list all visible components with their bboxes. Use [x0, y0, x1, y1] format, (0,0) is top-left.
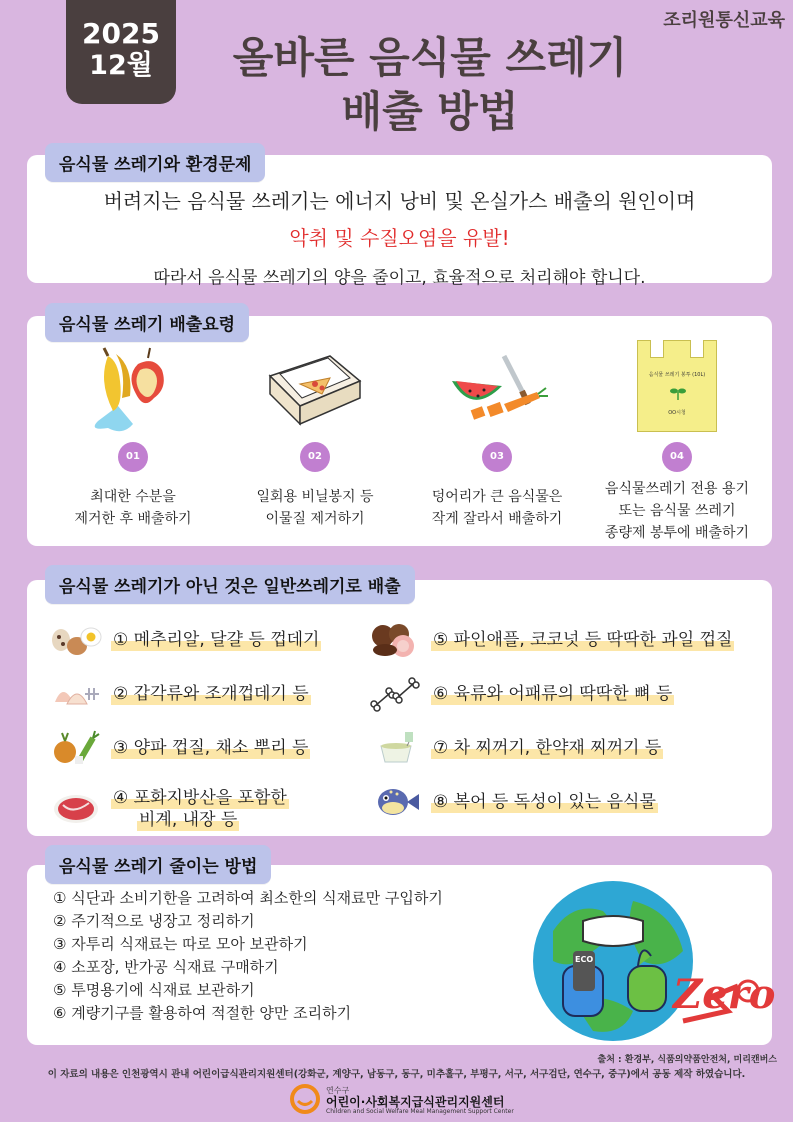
step-caption-line: 덩어리가 큰 음식물은: [431, 489, 563, 505]
step-caption-line: 제거한 후 배출하기: [74, 511, 192, 527]
date-badge: [66, 0, 176, 104]
list-item: [367, 730, 663, 766]
step-2: [225, 336, 405, 530]
step-caption: [407, 486, 587, 530]
source-text: 출처 : 환경부, 식품의약품안전처, 미리캔버스: [597, 1055, 777, 1065]
food-waste-bag-icon: [587, 336, 767, 436]
brand-label: 조리원통신교육: [663, 10, 785, 31]
item-text: ⑥ 육류와 어패류의 딱딱한 뼈 등: [433, 684, 673, 704]
list-item: [367, 622, 734, 658]
list-item: ⑤ 투명용기에 식재료 보관하기: [53, 981, 255, 999]
org-district: 연수구: [326, 1085, 350, 1095]
org-logo-icon: [290, 1084, 320, 1118]
list-item: [367, 784, 658, 820]
page-title-line2: 배출 방법: [341, 87, 519, 136]
list-item: [47, 676, 311, 712]
disposal-steps-panel: [27, 316, 772, 546]
item-text: 비계, 내장 등: [139, 810, 238, 830]
pufferfish-icon: [367, 784, 425, 820]
step-caption-line: 일회용 비닐봉지 등: [256, 489, 374, 505]
list-item: ③ 자투리 식재료는 따로 모아 보관하기: [53, 935, 308, 953]
sprout-icon: [668, 385, 688, 399]
earth-zero-illustration: [523, 871, 776, 1043]
step-caption-line: 종량제 봉투에 배출하기: [604, 525, 750, 541]
step-caption-line: 작게 잘라서 배출하기: [431, 511, 563, 527]
bag-label: 음식물 쓰레기 봉투 (10L): [648, 372, 706, 378]
bag-city: OO시청: [668, 410, 686, 416]
list-item: ① 식단과 소비기한을 고려하여 최소한의 식재료만 구입하기: [53, 889, 443, 907]
year: 2025: [82, 17, 160, 50]
item-text: ⑦ 차 찌꺼기, 한약재 찌꺼기 등: [433, 738, 662, 758]
watermelon-carrot-icon: [407, 336, 587, 436]
list-item: [367, 676, 674, 712]
eco-label: ECO: [575, 955, 594, 964]
bone-icon: [367, 676, 425, 712]
egg-icon: [47, 622, 105, 658]
coconut-icon: [367, 622, 425, 658]
item-text: ④ 포화지방산을 포함한: [113, 788, 287, 808]
item-text-block: [111, 787, 289, 831]
step-caption: [225, 486, 405, 530]
section-title-general-waste: 음식물 쓰레기가 아닌 것은 일반쓰레기로 배출: [45, 565, 415, 604]
list-item: [47, 622, 321, 658]
step-number: 01: [118, 442, 148, 472]
reduce-waste-panel: [27, 865, 776, 1045]
step-3: [407, 336, 587, 530]
step-caption-line: 최대한 수분을: [90, 489, 176, 505]
step-number: 02: [300, 442, 330, 472]
month: 12월: [89, 50, 153, 82]
step-1: [43, 336, 223, 530]
zero-logo: Zero: [673, 971, 776, 1018]
step-caption: [587, 478, 767, 544]
env-line2: 악취 및 수질오염을 유발!: [289, 226, 510, 250]
step-4: [587, 336, 767, 544]
credit-note: 이 자료의 내용은 인천광역시 관내 어린이급식관리지원센터(강화군, 계양구, 남동구, 동구, 미추홀구, 부평구, 서구, 서구검단, 연수구, 중구)에서 공동 제작 하였습니다.: [47, 1069, 746, 1080]
list-item: [47, 730, 310, 766]
list-item: [47, 784, 289, 834]
step-caption-line: 또는 음식물 쓰레기: [618, 503, 736, 519]
list-item: ④ 소포장, 반가공 식재료 구매하기: [53, 958, 279, 976]
org-name-en: Children and Social Welfare Meal Management Support Center: [326, 1107, 514, 1115]
banana-apple-icon: [43, 336, 223, 436]
section-title-reduce: 음식물 쓰레기 줄이는 방법: [45, 845, 271, 884]
shell-icon: [47, 676, 105, 712]
tea-icon: [367, 730, 425, 766]
general-waste-panel: [27, 580, 772, 836]
step-caption: [43, 486, 223, 530]
meat-icon: [47, 791, 105, 827]
item-text: ⑤ 파인애플, 코코넛 등 딱딱한 과일 껍질: [433, 630, 733, 650]
tips-list: [53, 887, 443, 1025]
list-item: ② 주기적으로 냉장고 정리하기: [53, 912, 255, 930]
item-text: ⑧ 복어 등 독성이 있는 음식물: [433, 792, 656, 812]
section-title-environment: 음식물 쓰레기와 환경문제: [45, 143, 265, 182]
env-line1: 버려지는 음식물 쓰레기는 에너지 낭비 및 온실가스 배출의 원인이며: [103, 189, 696, 213]
item-text: ① 메추리알, 달걀 등 껍데기: [113, 630, 320, 650]
env-line3: 따라서 음식물 쓰레기의 양을 줄이고, 효율적으로 처리해야 합니다.: [153, 268, 646, 288]
item-text: ② 갑각류와 조개껍데기 등: [113, 684, 309, 704]
list-item: ⑥ 계량기구를 활용하여 적절한 양만 조리하기: [53, 1004, 352, 1022]
pizza-box-icon: [225, 336, 405, 436]
step-caption-line: 음식물쓰레기 전용 용기: [604, 481, 750, 497]
org-text: [326, 1087, 514, 1116]
page-title-line1: 올바른 음식물 쓰레기: [232, 33, 628, 82]
step-caption-line: 이물질 제거하기: [265, 511, 365, 527]
step-number: 04: [662, 442, 692, 472]
org-name: 어린이·사회복지급식관리지원센터: [326, 1094, 505, 1109]
org-footer: [290, 1084, 514, 1118]
step-number: 03: [482, 442, 512, 472]
item-text: ③ 양파 껍질, 채소 뿌리 등: [113, 738, 309, 758]
section-title-disposal: 음식물 쓰레기 배출요령: [45, 303, 249, 342]
onion-icon: [47, 730, 105, 766]
